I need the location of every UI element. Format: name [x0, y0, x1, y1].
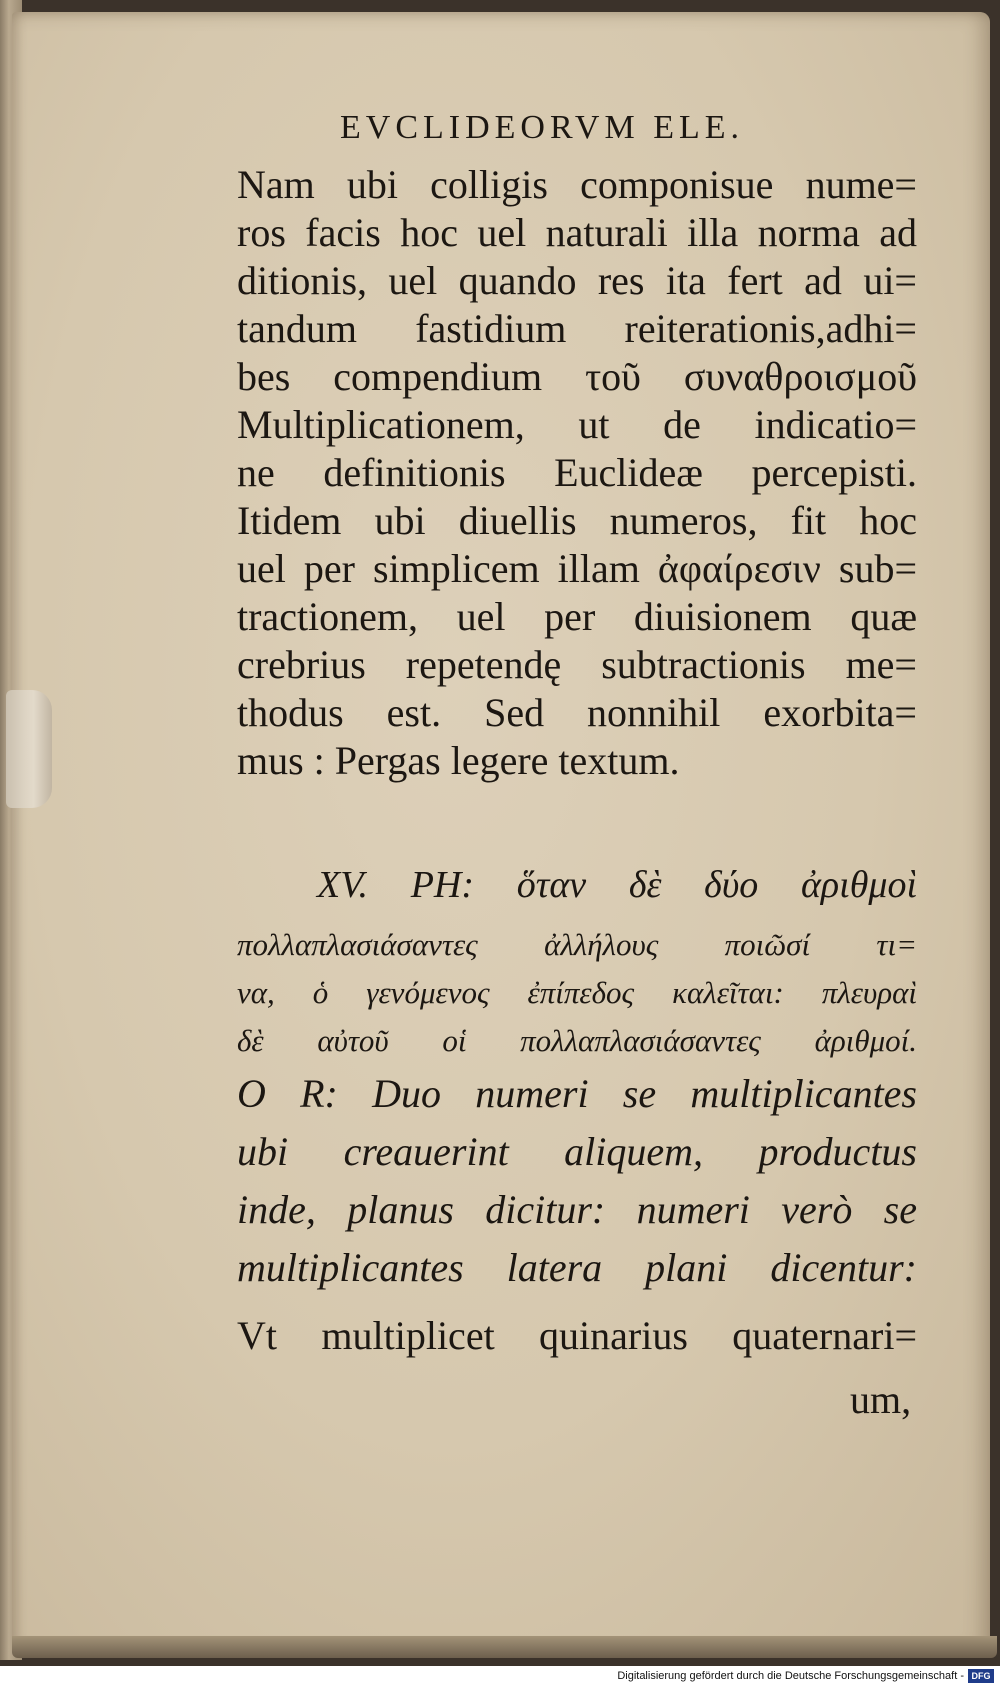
- latin-translation-line: O R: Duo numeri se multiplicantes: [237, 1071, 917, 1116]
- latin-translation-line: inde, planus dicitur: numeri verò se: [237, 1187, 917, 1232]
- running-head: EVCLIDEORVM ELE.: [340, 109, 745, 146]
- dfg-logo: DFG: [968, 1669, 994, 1683]
- body-line: uel per simplicem illam ἀφαίρεσιν sub=: [237, 546, 917, 591]
- body-line: mus : Pergas legere textum.: [237, 738, 680, 783]
- body-line: Nam ubi colligis componisue nume=: [237, 162, 917, 207]
- catchword: um,: [850, 1377, 912, 1422]
- body-line: crebrius repetendę subtractionis me=: [237, 642, 917, 687]
- body-line: tandum fastidium reiterationis,adhi=: [237, 306, 917, 351]
- latin-translation-line: ubi creauerint aliquem, productus: [237, 1129, 917, 1174]
- body-line: Itidem ubi diuellis numeros, fit hoc: [237, 498, 917, 543]
- body-line: bes compendium τοῦ συναθροισμοῦ: [237, 354, 917, 399]
- greek-line: δὲ αὐτοῦ οἱ πολλαπλασιάσαντες ἀριθμοί.: [237, 1023, 917, 1058]
- body-line: ditionis, uel quando res ita fert ad ui=: [237, 258, 917, 303]
- greek-line: να, ὁ γενόμενος ἐπίπεδος καλεῖται: πλευραὶ: [237, 975, 917, 1010]
- body-line: Multiplicationem, ut de indicatio=: [237, 402, 917, 447]
- greek-line: πολλαπλασιάσαντες ἀλλήλους ποιῶσί τι=: [237, 927, 917, 962]
- latin-translation-line: multiplicantes latera plani dicentur:: [237, 1245, 917, 1290]
- body-line: ne definitionis Euclideæ percepisti.: [237, 450, 917, 495]
- body-line: tractionem, uel per diuisionem quæ: [237, 594, 917, 639]
- body-line: Vt multiplicet quinarius quaternari=: [237, 1313, 917, 1358]
- digitization-credit: Digitalisierung gefördert durch die Deutsche Forschungsgemeinschaft -: [617, 1670, 964, 1682]
- body-line: ros facis hoc uel naturali illa norma ad: [237, 210, 917, 255]
- definition-heading: XV. PH: ὅταν δὲ δύο ἀριθμοὶ: [317, 864, 917, 906]
- body-line: thodus est. Sed nonnihil exorbita=: [237, 690, 917, 735]
